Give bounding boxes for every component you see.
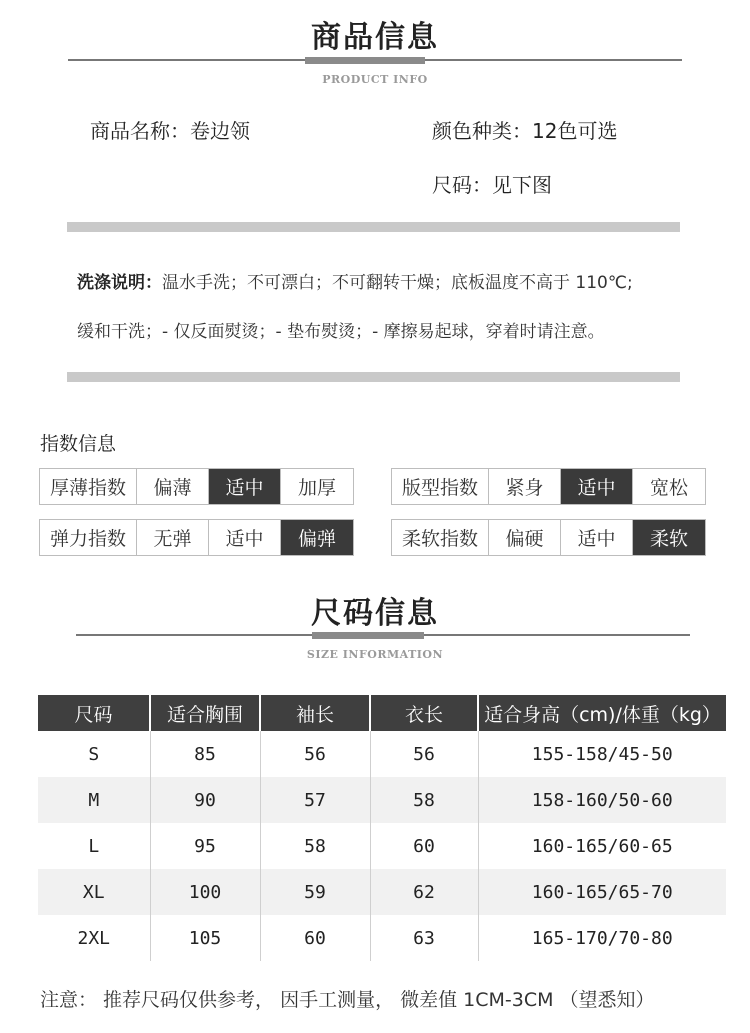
index-label: 柔软指数 [392,520,489,555]
table-header: 衣长 [370,695,478,731]
index-option: 偏薄 [137,469,209,504]
size-note: 注意： 推荐尺码仅供参考， 因手工测量， 微差值 1CM-3CM （望悉知） [40,989,655,1011]
table-cell: 56 [260,731,370,777]
table-row [38,915,726,961]
wash-text-1: 温水手洗；不可漂白；不可翻转干燥；底板温度不高于 110℃; [162,273,633,293]
index-option: 适中 [209,469,281,504]
index-option: 加厚 [297,477,336,499]
table-cell: 100 [150,869,260,915]
table-cell: XL [38,869,150,915]
index-option: 宽松 [649,477,688,499]
size-info-title: 尺码信息 [311,596,439,631]
table-cell: M [38,777,150,823]
table-cell: 62 [370,869,478,915]
table-cell: 58 [260,823,370,869]
size-info-subtitle: SIZE INFORMATION [306,648,444,661]
product-info-rule-accent [305,57,425,64]
index-label: 弹力指数 [40,520,137,555]
table-cell: 58 [370,777,478,823]
index-group-thickness [39,468,354,505]
index-label: 厚薄指数 [40,469,137,504]
table-header: 适合胸围 [150,695,260,731]
product-name: 商品名称：卷边领 [90,119,250,143]
wash-instructions-line-2: 缓和干洗；- 仅反面熨烫；- 垫布熨烫；- 摩擦易起球，穿着时请注意。 [77,322,605,342]
table-cell: 60 [370,823,478,869]
index-label: 版型指数 [392,469,489,504]
table-row [38,731,726,777]
product-info-subtitle: PRODUCT INFO [322,73,428,86]
index-option: 柔软 [633,520,705,555]
table-row [38,777,726,823]
table-cell: 95 [150,823,260,869]
table-header: 尺码 [38,695,150,731]
table-header: 适合身高（cm)/体重（kg） [478,695,726,731]
table-row [38,823,726,869]
divider-bar-2 [67,372,680,382]
index-info-title: 指数信息 [40,433,117,455]
index-group-elasticity [39,519,354,556]
index-option: 偏硬 [489,520,561,555]
product-size: 尺码：见下图 [432,173,552,197]
table-cell: 56 [370,731,478,777]
index-option: 适中 [209,520,281,555]
index-group-fit [391,468,706,505]
table-cell: 2XL [38,915,150,961]
table-cell: 90 [150,777,260,823]
index-option: 适中 [561,469,633,504]
table-cell: 160-165/60-65 [478,823,726,869]
table-cell: 165-170/70-80 [478,915,726,961]
product-info-title: 商品信息 [311,20,439,55]
table-cell: 160-165/65-70 [478,869,726,915]
wash-instructions-line-1 [77,268,633,293]
index-option: 紧身 [489,469,561,504]
table-cell: S [38,731,150,777]
product-colors: 颜色种类：12色可选 [432,119,618,143]
index-option: 偏弹 [281,520,353,555]
index-group-softness [391,519,706,556]
table-cell: 105 [150,915,260,961]
table-cell: 60 [260,915,370,961]
table-header: 袖长 [260,695,370,731]
size-table [38,695,726,961]
table-header-row [38,695,726,731]
table-row [38,869,726,915]
table-cell: 85 [150,731,260,777]
table-cell: 57 [260,777,370,823]
divider-bar-1 [67,222,680,232]
table-cell: 155-158/45-50 [478,731,726,777]
size-info-rule-accent [312,632,424,639]
table-cell: 158-160/50-60 [478,777,726,823]
index-option: 适中 [561,520,633,555]
table-cell: 59 [260,869,370,915]
table-cell: 63 [370,915,478,961]
table-cell: L [38,823,150,869]
index-option: 无弹 [137,520,209,555]
wash-label: 洗涤说明： [77,273,162,293]
